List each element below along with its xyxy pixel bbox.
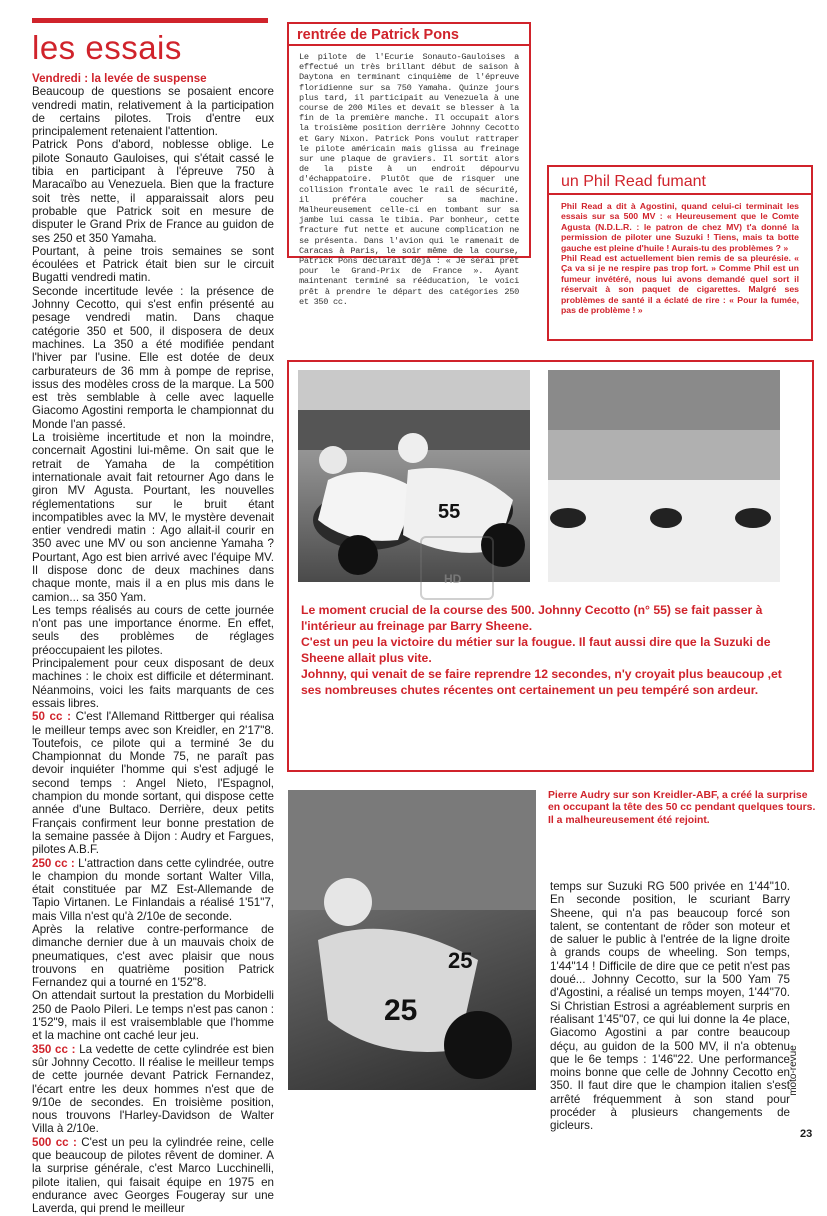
read-box-paragraph: Phil Read a dit à Agostini, quand celui-ci terminait les essais sur sa 500 MV : « Heureusement que le Comte Agusta (N.D.L.R. : le patron de chez MV) t'a donné la permission de piloter une Suzuki ! Tiens, mais ta botte gauche est pleine d'huile ! Aurais-tu des problèmes ? » [561, 201, 799, 253]
audry-photo [288, 790, 536, 1090]
class-50-label: 50 cc : [32, 710, 71, 724]
track-illustration [548, 370, 780, 582]
section-title: les essais [32, 29, 182, 66]
watermark-logo [420, 536, 494, 600]
riders-illustration [298, 370, 530, 582]
article-paragraph: Pourtant, à peine trois semaines se sont écoulées et Patrick était bien sur le circuit Bugatti vendredi matin. [32, 244, 274, 285]
class-500-text: C'est un peu la cylindrée reine, celle que beaucoup de pilotes rêvent de dominer. A la surprise générale, c'est Marco Lucchinelli, pilote italien, qui faisait équipe en 1975 en endurance avec Georges Fougeray sur une Laverda, qui prend le meilleur [32, 1135, 274, 1216]
class-350-label: 350 cc : [32, 1042, 76, 1056]
race-number: 25 [448, 948, 473, 973]
race-photo-closeup [298, 370, 530, 582]
article-paragraph: Seconde incertitude levée : la présence de Johnny Cecotto, qui s'est enfin présenté au pesage vendredi matin. Dans chaque catégorie 350 et 500, il disposera de deux machines. La 350 a été modifiée pendant l'hiver par l'usine. Elle est dotée de deux carburateurs de 36 mm à pompe de reprise, issus des modèles cross de la marque. La 500 est très semblable à celle avec laquelle Giacomo Agostini remporta le championnat du Monde l'an passé. [32, 284, 274, 431]
read-box-title: un Phil Read fumant [549, 167, 811, 195]
class-250-paragraph [32, 857, 274, 923]
caption-line: Le moment crucial de la course des 500. Johnny Cecotto (n° 55) se fait passer à l'intérieur au freinage par Barry Sheene. [301, 603, 763, 633]
left-article-column [32, 72, 274, 1216]
article-paragraph: La troisième incertitude et non la moindre, concernait Agostini lui-même. On sait que le retrait de Yamaha de la compétition internationale avait fait retourner Ago dans le giron MV Agusta. Pourtant, les nouvelles réglementations sur le bruit étant incompatibles avec la MV, le mystère devenait entier vendredi matin : Ago allait-il courir en 350 avec une MV ou son ancienne Yamaha ? Pourtant, Ago est bien arrivé avec l'équipe MV. Il dispose donc de deux machines dans chaque monte, mais il a en plus mis dans le camion... sa 350 Yam. [32, 431, 274, 604]
class-250-text: L'attraction dans cette cylindrée, outre le champion du monde sortant Walter Villa, était constituée par MZ Est-Allemande de Tapio Virtanen. Le Finlandais a réalisé 1'51"7, mais Villa n'est qu'à 2/10e de seconde. [32, 856, 275, 923]
article-continuation: temps sur Suzuki RG 500 privée en 1'44"10. En seconde position, le scuriant Barry Sheene, qui n'a pas beaucoup forcé son talent, se contentant de rôder son moteur et de saluer le public à l'entrée de la ligne droite à grands coups de wheeling. Son temps, 1'44"14 ! Difficile de dire que ce petit n'est pas doué... Johnny Cecotto, sur la 500 Yam 75 d'Agostini, a réalisé un temps moyen, 1'44"70. Si Christian Estrosi a agréablement surpris en réalisant 1'45"07, ce qui lui donne la 4e place, Giacomo Agostini a par contre beaucoup déçu, au guidon de la 500 MV, il n'a obtenu que le 6e temps : 1'46"22. Une performance moins bonne que celle de Johnny Cecotto en 350. Il faut dire que le champion italien s'est arrêté fréquemment à son stand pour procéder à plusieurs changements de gicleurs. [550, 880, 790, 1133]
audry-photo-caption: Pierre Audry sur son Kreidler-ABF, a créé la surprise en occupant la tête des 50 cc pendant quelques tours. Il a malheureusement été rejoint. [548, 790, 816, 826]
magazine-name: moto-revue [787, 1045, 799, 1096]
class-350-paragraph [32, 1043, 274, 1136]
article-paragraph: Beaucoup de questions se posaient encore vendredi matin, relativement à la participation de certains pilotes. Trois d'entre eux principalement retenaient l'attention. [32, 85, 274, 139]
read-box-paragraph: Phil Read est actuellement bien remis de sa pleurésie. « Ça va si je ne respire pas trop fort. » Comme Phil est un fumeur invétéré, nous lui avons demandé quel sort il réservait à son paquet de cigarettes. Malgré ses problèmes de santé il a éclaté de rire : « Pour la fumée, pas de problème ! » [561, 253, 799, 316]
article-paragraph: On attendait surtout la prestation du Morbidelli 250 de Paolo Pileri. Le temps n'est pas canon : 1'52"9, mais il est vraisemblable que l'homme et la machine ont caché leur jeu. [32, 989, 274, 1043]
title-rule [32, 18, 268, 23]
race-photo-wide [548, 370, 780, 582]
pons-box-title: rentrée de Patrick Pons [289, 24, 529, 46]
class-500-paragraph [32, 1136, 274, 1216]
pons-box-text: Le pilote de l'Ecurie Sonauto-Gauloises a effectué un très brillant début de saison à Daytona en terminant cinquième de l'épreuve floridienne sur sa 750 Yamaha. Quinze jours plus tard, il participait au Venezuela à une course de 200 Miles et devait se blesser à la fin de la première manche. Il occupait alors la troisième position derrière Johnny Cecotto et Gary Nixon. Patrick Pons voulut rattraper le pilote américain mais glissa au freinage sur une plaque de graviers. Il sortit alors de la piste à un endroit dépourvu d'échappatoire. Plutôt que de risquer une collision frontale avec le rail de sécurité, il préféra coucher sa machine. Malheureusement celle-ci en tombant sur sa jambe lui cassa le tibia. Par bonheur, cette fracture fut nette et aucune complication ne se présenta. Dans l'avion qui le ramenait de Caracas à Paris, le soir même de la course, Patrick Pons déclarait déjà : « Je serai prêt pour le Grand-Prix de France ». Ayant maintenant terminé sa rééducation, le voici prêt à prendre le départ des catégories 250 et 350 cc. [299, 52, 519, 307]
caption-line: Johnny, qui venait de se faire reprendre 12 secondes, n'y croyait plus beaucoup ,et ses nombreuses chutes récentes ont certainement un peu tempéré son ardeur. [301, 667, 782, 697]
class-500-label: 500 cc : [32, 1135, 77, 1149]
class-50-paragraph [32, 710, 274, 856]
article-paragraph: Patrick Pons d'abord, noblesse oblige. Le pilote Sonauto Gauloises, qui s'était cassé le tibia en participant à l'épreuve 750 à Maracaïbo au Venezuela. Bien que la fracture soit très nette, il apparaissait alors peu probable que Patrick soit en mesure de disputer le Grand Prix de France au guidon de ses 250 et 350 Yamaha. [32, 138, 274, 245]
class-250-label: 250 cc : [32, 856, 75, 870]
page-number: 23 [800, 1128, 813, 1140]
magazine-name-label [787, 1030, 818, 1120]
race-number: 25 [384, 994, 418, 1027]
watermark-text: HD [444, 572, 462, 586]
article-paragraph: Après la relative contre-performance de dimanche dernier due à un mauvais choix de pneumatiques, c'est avec plaisir que nous trouvons en quatrième position Patrick Fernandez qui a tourné en 1'52"8. [32, 923, 274, 990]
read-box-text [561, 201, 799, 315]
article-paragraph: Principalement pour ceux disposant de deux machines : le choix est difficile et déterminant. Néanmoins, voici les faits marquants de ces essais libres. [32, 657, 274, 710]
caption-line: C'est un peu la victoire du métier sur la fougue. Il faut aussi dire que la Suzuki de Sheene allait plus vite. [301, 635, 771, 665]
race-photo-caption [301, 602, 801, 698]
article-paragraph: Les temps réalisés au cours de cette journée n'ont pas une importance énorme. En effet, seuls des problèmes de réglages préoccupaient les pilotes. [32, 603, 274, 657]
rider-25-illustration [288, 790, 536, 1090]
race-number: 55 [438, 501, 461, 523]
article-subheading: Vendredi : la levée de suspense [32, 72, 207, 85]
read-sidebar-box [547, 165, 813, 341]
pons-sidebar-box [287, 22, 531, 307]
class-50-text: C'est l'Allemand Rittberger qui réalisa le meilleur temps avec son Kreidler, en 2'17"8. Toutefois, ce pilote qui a terminé 3e du Championnat du Monde 75, ne paraît pas devoir inquiéter l'homme qui s'est adjugé le second temps : Angel Nieto, l'Espagnol, champion du monde sortant, qui dispose cette année d'une Bultaco. Derrière, deux petits Français confirment leur bonne prestation de la semaine passée à Dijon : Audry et Fargues, pilotes A.B.F. [32, 710, 274, 857]
class-350-text: La vedette de cette cylindrée est bien sûr Johnny Cecotto. Il réalise le meilleur temps de cette journée devant Patrick Fernandez, l'écart entre les deux hommes n'est que de 9/10e de secondes. En troisième position, nous trouvons l'Harley-Davidson de Walter Villa à 2/10e. [32, 1042, 274, 1136]
